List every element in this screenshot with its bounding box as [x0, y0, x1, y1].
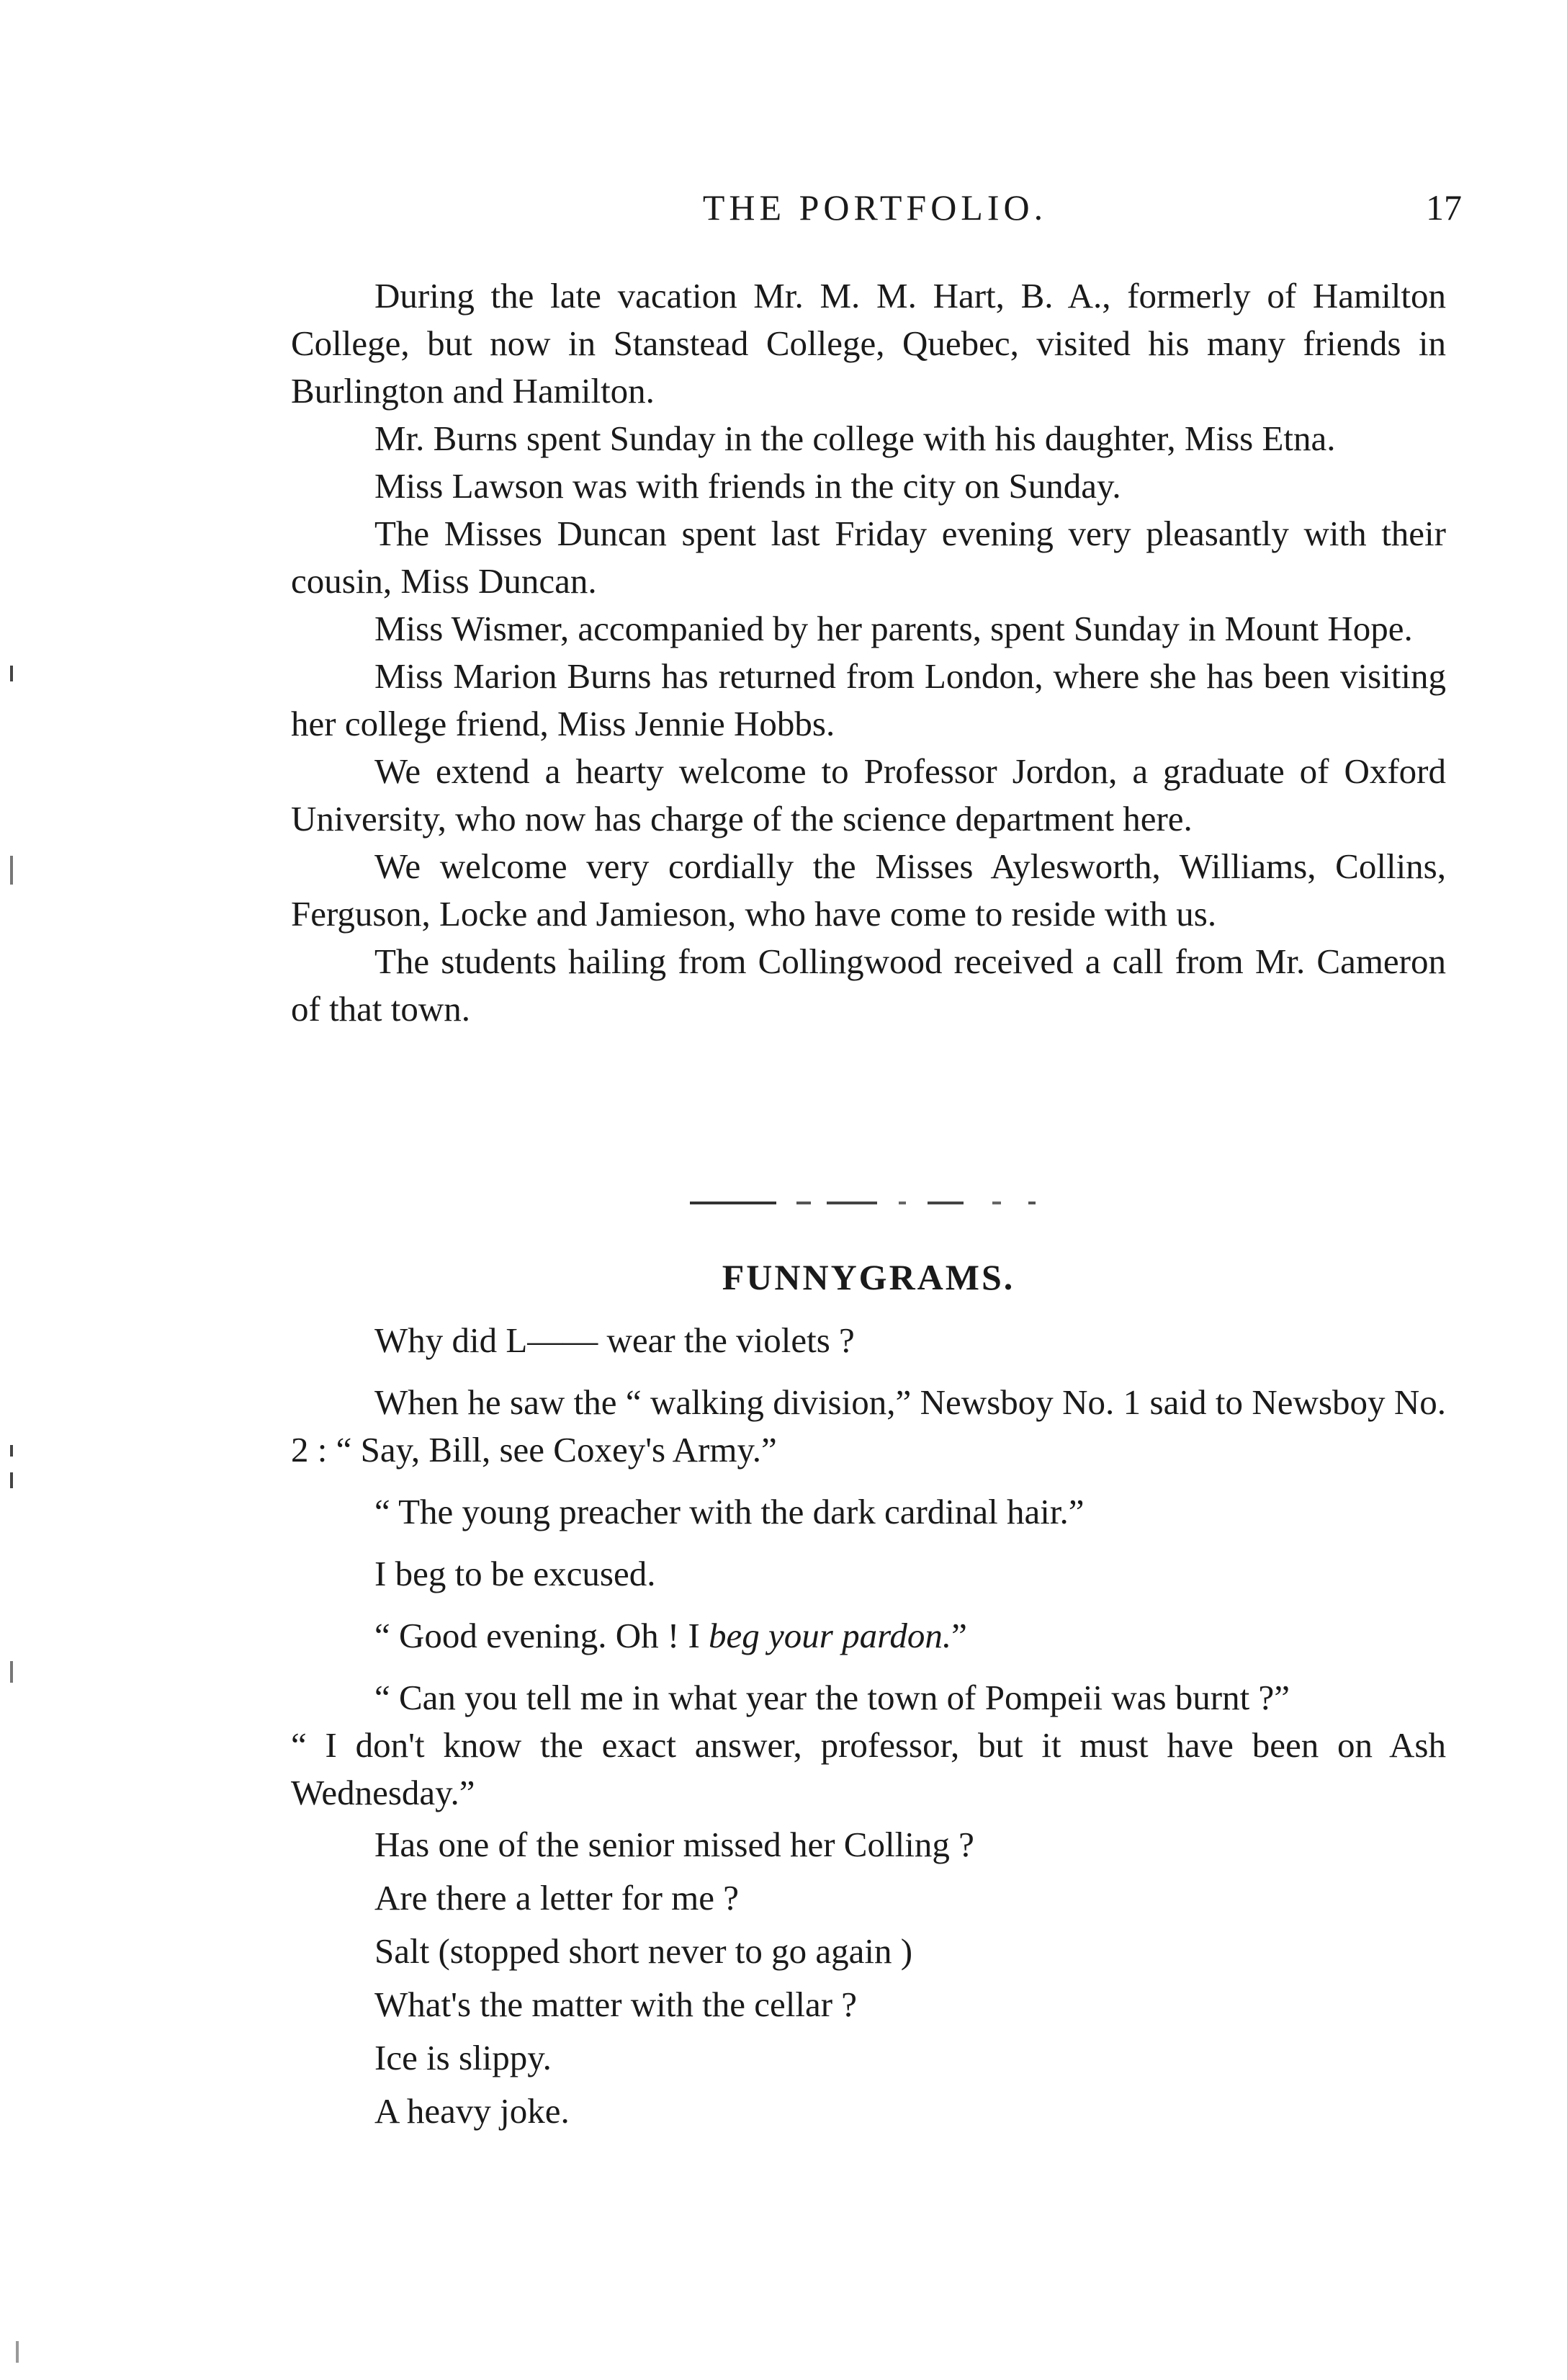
joke-item: When he saw the “ walking division,” Newsboy No. 1 said to Newsboy No. 2 : “ Say, Bill, see Coxey's Army.”	[291, 1382, 1446, 1469]
joke-item: I beg to be excused.	[374, 1554, 656, 1593]
margin-mark	[10, 666, 13, 681]
running-head	[288, 179, 1462, 236]
news-item: We extend a hearty welcome to Professor Jordon, a graduate of Oxford University, who now has charge of the science department here.	[291, 751, 1446, 838]
news-item: The students hailing from Collingwood received a call from Mr. Cameron of that town.	[291, 941, 1446, 1029]
margin-mark	[10, 1445, 13, 1457]
news-item: Miss Lawson was with friends in the city on Sunday.	[374, 466, 1121, 506]
news-item: Miss Marion Burns has returned from London, where she has been visiting her college friend, Miss Jennie Hobbs.	[291, 656, 1446, 743]
joke-italic-text: beg your pardon.	[709, 1616, 952, 1655]
news-item: Miss Wismer, accompanied by her parents, spent Sunday in Mount Hope.	[374, 609, 1413, 648]
joke-item: Are there a letter for me ?	[374, 1878, 740, 1918]
joke-text: “ Good evening. Oh ! I	[374, 1616, 709, 1655]
news-item: We welcome very cordially the Misses Aylesworth, Williams, Collins, Ferguson, Locke and Jamieson, who have come to reside with us.	[291, 846, 1446, 934]
news-item: During the late vacation Mr. M. M. Hart, B. A., formerly of Hamilton College, but now in Stanstead College, Quebec, visited his many friends in Burlington and Hamilton.	[291, 276, 1446, 411]
funnygrams-list	[291, 1317, 1446, 2141]
section-divider	[690, 1202, 1057, 1204]
section-title: FUNNYGRAMS.	[722, 1257, 1015, 1297]
joke-item: “ Can you tell me in what year the town of Pompeii was burnt ?”	[374, 1678, 1290, 1717]
margin-mark	[10, 1661, 13, 1683]
news-item: The Misses Duncan spent last Friday evening very pleasantly with their cousin, Miss Duncan.	[291, 514, 1446, 601]
margin-mark	[16, 2341, 19, 2363]
running-title: THE PORTFOLIO.	[702, 187, 1048, 228]
joke-item	[291, 1612, 1446, 1660]
margin-mark	[10, 1472, 13, 1488]
joke-item: “ The young preacher with the dark cardinal hair.”	[374, 1492, 1085, 1531]
joke-item: Ice is slippy.	[374, 2038, 552, 2077]
news-item: Mr. Burns spent Sunday in the college with his daughter, Miss Etna.	[374, 419, 1336, 458]
joke-item: Has one of the senior missed her Colling ?	[374, 1825, 974, 1864]
college-news	[291, 272, 1446, 1033]
page-number: 17	[1426, 187, 1462, 228]
joke-item: A heavy joke.	[374, 2091, 570, 2131]
margin-mark	[10, 856, 13, 885]
joke-text: ”	[951, 1616, 967, 1655]
joke-item: What's the matter with the cellar ?	[374, 1985, 858, 2024]
joke-item: Salt (stopped short never to go again )	[374, 1931, 913, 1971]
joke-item: “ I don't know the exact answer, professor, but it must have been on Ash Wednesday.”	[291, 1725, 1446, 1812]
joke-item: Why did L—— wear the violets ?	[374, 1320, 855, 1360]
